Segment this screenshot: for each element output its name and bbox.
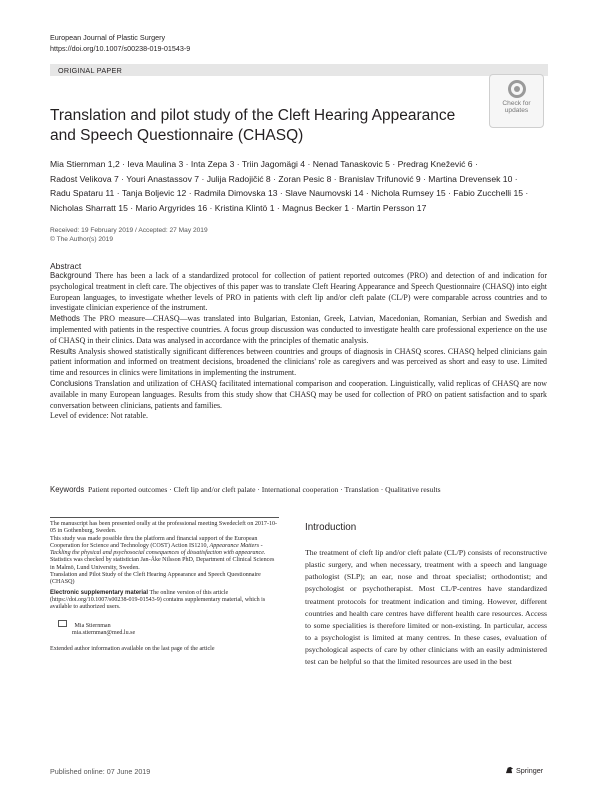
published-date: Published online: 07 June 2019 (50, 767, 151, 776)
footnote-funding: This study was made possible thru the platform and financial support of the European Cooperation for Science and Technology (COST) Action IS1210, Appearance Matters - Tackling the physical and psychosocial consequences of dissatisfaction with appearance. (50, 535, 266, 557)
abstract-methods: Methods The PRO measure—CHASQ—was translated into Bulgarian, Estonian, Greek, Latvian, Macedonian, Romanian, Serbian and Swedish and implemented with patients in the respective countries. A focus group discussion was conducted to investigate health care professional experience on the use of CHASQ in their clinics. Data was analysed in accordance with the principles of thematic analysis. (50, 314, 547, 345)
journal-name: European Journal of Plastic Surgery (50, 33, 166, 42)
abstract (50, 261, 547, 422)
abstract-results: Results Analysis showed statistically significant differences between countries and groups of diagnosis in CHASQ scores. CHASQ helped clinicians gain patient information and informed on treatment decisions, broadened the clinicians' role as caregivers and was perceived as short and easy to use. Limited time and resources in clinics were limitations in implementing the instrument. (50, 346, 547, 378)
springer-horse-icon (505, 766, 514, 774)
mail-icon (58, 620, 67, 627)
journal-header (50, 32, 190, 54)
publisher-logo: Springer (505, 766, 543, 775)
level-of-evidence: Level of evidence: Not ratable. (50, 411, 148, 421)
check-label-1: Check for (502, 100, 531, 107)
abstract-conclusions: Conclusions Translation and utilization of CHASQ facilitated international comparison and cooperation. Linguistically, valid replicas of CHASQ are now available in many European languages. Results from this study show that CHASQ may be used for collection of PRO on patient satisfaction and to spark conversation between clinicians, patients and families. (50, 378, 547, 410)
footnotes (50, 521, 280, 653)
article-dates (50, 226, 208, 244)
author-line: Radost Velikova 7 · Youri Anastassov 7 · Julija Radojičić 8 · Zoran Pesic 8 · Branislav Trifunović 9 · Martina Drevensek 10 · (50, 173, 518, 184)
keywords (50, 484, 547, 495)
author-line: Mia Stiernman 1,2 · Ieva Maulina 3 · Inta Zepa 3 · Triin Jagomägi 4 · Nenad Tanaskovic 5 · Predrag Knežević 6 · (50, 159, 478, 169)
doi-link[interactable]: https://doi.org/10.1007/s00238-019-01543-9 (50, 44, 191, 53)
footnote-esm: Electronic supplementary material The online version of this article (https://doi.org/10.1007/s00238-019-01543-9) contains supplementary material, which is available to authorized users. (50, 589, 266, 611)
footnote-short-title: Translation and Pilot Study of the Cleft Hearing Appearance and Speech Questionnaire (CHASQ) (50, 572, 261, 586)
footnote-statistics: Statistics was checked by statistician Jan-Åke Nilsson PhD, Department of Clinical Sciences in Malmö, Lund University, Sweden. (50, 557, 275, 571)
author-list (50, 157, 550, 215)
check-label-2: updates (504, 107, 529, 115)
footnote-presentation: The manuscript has been presented orally at the professional meeting Swedecleft on 2017-10-05 in Gothenburg, Sweden. (50, 521, 278, 535)
introduction-text: The treatment of cleft lip and/or cleft palate (CL/P) consists of reconstructive plastic surgery, and when necessary, treatment with a speech and language pathologist (SLP); an ear, nose and throat specialist; orthodontist; and psychologist or psychotherapist. Most CL/P-centres have standardized treatment protocols for treatment indication and timing. However, different countries and health care centres have different health care resources. Access to some specialities is therefore limited or non-existing. In particular, access to a psychologist is limited at many centres. In these cases, evaluation of psychological aspects of care by other clinicians with an easily administered test can be helpful so that the limited resources are used in the best (305, 548, 547, 667)
article-type-bar (50, 64, 548, 76)
keywords-text: Patient reported outcomes · Cleft lip and/or cleft palate · International cooperation · Translation · Qualitative results (88, 485, 441, 494)
footnote-extended-info: Extended author information available on the last page of the article (50, 646, 215, 653)
author-line: Nicholas Sharratt 15 · Mario Argyrides 16 · Kristina Klintö 1 · Magnus Becker 1 · Martin Persson 17 (50, 202, 427, 213)
section-heading-introduction: Introduction (305, 522, 357, 533)
abstract-background: Background There has been a lack of a standardized protocol for collection of patient reported outcomes (PRO) and detection of and indication for psychological treatment in cleft care. The objectives of this paper was to translate Cleft Hearing Appearance and Speech Questionnaire (CHASQ) into eight European languages, to investigate whether levels of PRO in patients with cleft lip and/or cleft palate (CL/P) were comparable across countries and to investigate clinician experience of the instrument. (50, 271, 547, 313)
article-type-label: ORIGINAL PAPER (58, 65, 123, 75)
received-accepted: Received: 19 February 2019 / Accepted: 27 May 2019 (50, 227, 208, 234)
author-line: Radu Spataru 11 · Tanja Boljevic 12 · Radmila Dimovska 13 · Slave Naumovski 14 · Nichola Rumsey 15 · Fabio Zucchelli 15 · (50, 188, 529, 199)
check-updates-icon (508, 80, 526, 98)
abstract-heading: Abstract (50, 261, 82, 271)
copyright: © The Author(s) 2019 (50, 236, 114, 243)
contact-email[interactable]: mia.stiernman@med.lu.se (72, 629, 136, 636)
check-for-updates-button[interactable] (489, 74, 544, 128)
keywords-label: Keywords (50, 485, 85, 494)
corresponding-author: Mia Stiernman mia.stiernman@med.lu.se (50, 620, 280, 638)
article-title: Translation and pilot study of the Cleft Hearing Appearance and Speech Questionnaire (CHASQ) (50, 107, 456, 144)
footnote-separator (50, 517, 279, 518)
